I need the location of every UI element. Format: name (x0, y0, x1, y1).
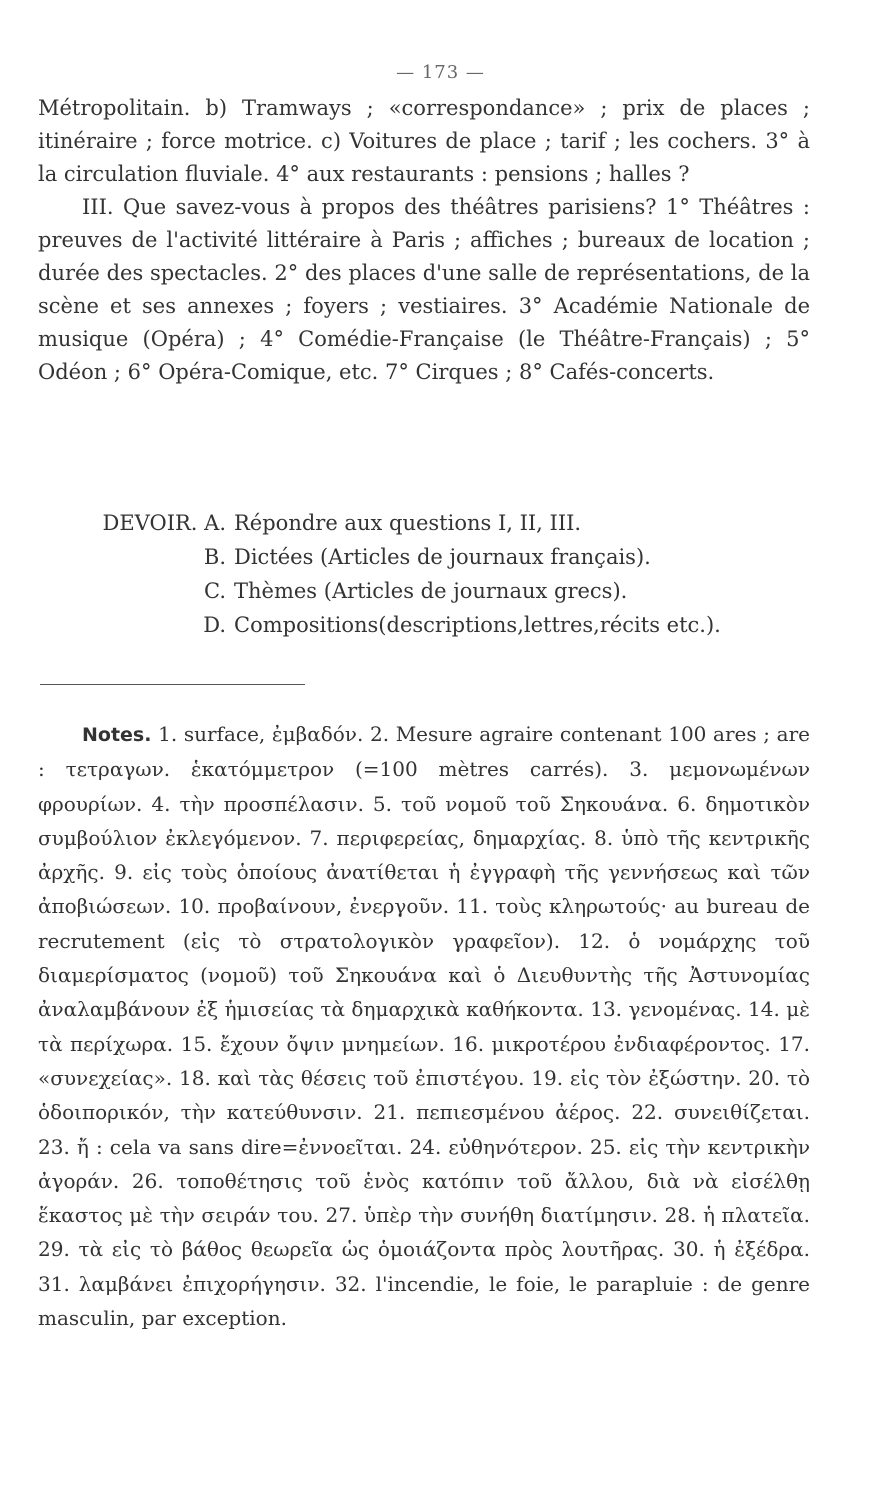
devoir-item (88, 506, 808, 540)
devoir-text: Compositions(descriptions,lettres,récits etc.). (234, 613, 721, 637)
notes-body: 1. surface, ἐμβαδόν. 2. Mesure agraire contenant 100 ares ; are : τετραγων. ἑκατόμμετρον (=100 mètres carrés). 3. μεμονωμένων φρουρίων. 4. τὴν προσπέλασιν. 5. τοῦ νομοῦ τοῦ Σηκουάνα. 6. δημοτικὸν συμβούλιον ἐκλεγόμενον. 7. περιφερείας, δημαρχίας. 8. ὑπὸ τῆς κεντρικῆς ἀρχῆς. 9. εἰς τοὺς ὁποίους ἀνατίθεται ἡ ἐγγραφὴ τῆς γεννήσεως καὶ τῶν ἀποβιώσεων. 10. προβαίνουν, ἐνεργοῦν. 11. τοὺς κληρωτούς· au bureau de recrutement (εἰς τὸ στρατολογικὸν γραφεῖον). 12. ὁ νομάρχης τοῦ διαμερίσματος (νομοῦ) τοῦ Σηκουάνα καὶ ὁ Διευθυντὴς τῆς Ἀστυνομίας ἀναλαμβάνουν ἐξ ἡμισείας τὰ δημαρχικὰ καθήκοντα. 13. γενομένας. 14. μὲ τὰ περίχωρα. 15. ἔχουν ὄψιν μνημείων. 16. μικροτέρου ἐνδιαφέροντος. 17. «συνεχείας». 18. καὶ τὰς θέσεις τοῦ ἐπιστέγου. 19. εἰς τὸν ἐξώστην. 20. τὸ ὁδοιπορικόν, τὴν κατεύθυνσιν. 21. πεπιεσμένου ἀέρος. 22. συνειθίζεται. 23. ἤ : cela va sans dire=ἐννοεῖται. 24. εὐθηνότερον. 25. εἰς τὴν κεντρικὴν ἀγοράν. 26. τοποθέτησις τοῦ ἑνὸς κατόπιν τοῦ ἄλλου, διὰ νὰ εἰσέλθῃ ἕκαστος μὲ τὴν σειράν του. 27. ὑπὲρ τὴν συνήθη διατίμησιν. 28. ἡ πλατεῖα. 29. τὰ εἰς τὸ βάθος θεωρεῖα ὡς ὁμοιάζοντα πρὸς λουτῆρας. 30. ἡ ἐξέδρα. 31. λαμβάνει ἐπιχορήγησιν. 32. l'incendie, le foie, le parapluie : de genre masculin, par exception. (38, 722, 810, 1331)
devoir-item (88, 540, 808, 574)
devoir-item (88, 574, 808, 608)
paragraph-transport: Métropolitain. b) Tramways ; «correspondance» ; prix de places ; itinéraire ; force motrice. c) Voitures de place ; tarif ; les cochers. 3° à la circulation fluviale. 4° aux restaurants : pensions ; halles ? (38, 96, 810, 186)
paragraph-theatres: III. Que savez-vous à propos des théâtres parisiens? 1° Théâtres : preuves de l'activité littéraire à Paris ; affiches ; bureaux de location ; durée des spectacles. 2° des places d'une salle de représentations, de la scène et ses annexes ; foyers ; vestiaires. 3° Académie Nationale de musique (Opéra) ; 4° Comédie-Française (le Théâtre-Français) ; 5° Odéon ; 6° Opéra-Comique, etc. 7° Cirques ; 8° Cafés-concerts. (38, 195, 810, 384)
notes-heading: Notes. (82, 724, 152, 746)
page-number: — 173 — (396, 62, 485, 83)
devoir-text: Thèmes (Articles de journaux grecs). (234, 579, 628, 603)
notes-section (38, 717, 810, 1335)
devoir-list (88, 506, 808, 642)
notes-paragraph (38, 717, 810, 1335)
top-text-block (38, 92, 810, 389)
devoir-label: C. (204, 579, 226, 603)
devoir-label: B. (203, 545, 226, 569)
devoir-item (88, 608, 808, 642)
section-divider (40, 684, 305, 685)
devoir-text: Dictées (Articles de journaux français). (234, 545, 651, 569)
devoir-text: Répondre aux questions I, II, III. (234, 511, 582, 535)
devoir-label: DEVOIR. A. (102, 511, 226, 535)
devoir-label: D. (203, 613, 226, 637)
